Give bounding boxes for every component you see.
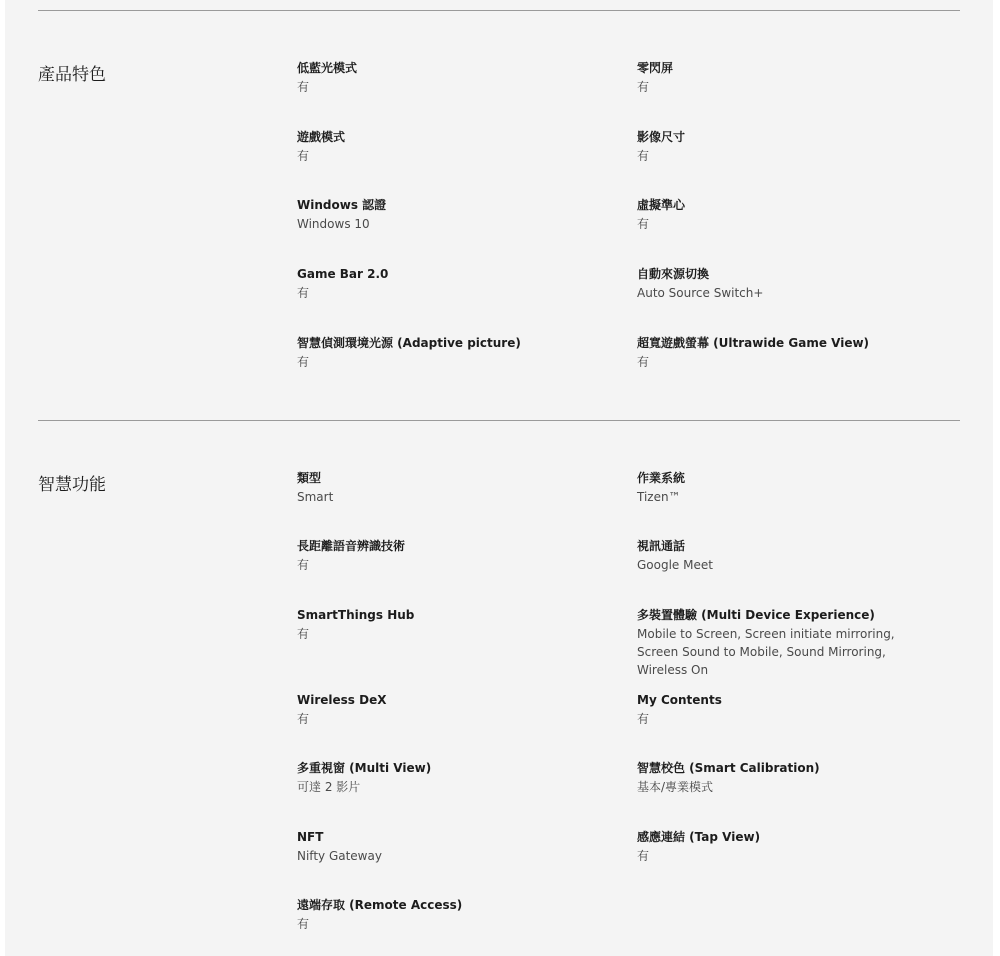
section-title-features: 產品特色	[38, 65, 106, 85]
section-title-smart: 智慧功能	[38, 475, 106, 495]
section-divider-top	[38, 10, 960, 11]
section-divider	[38, 420, 960, 421]
spec-value: 有	[297, 917, 310, 931]
spec-label: My Contents	[637, 693, 722, 707]
spec-value: 有	[297, 149, 310, 163]
spec-value: 可達 2 影片	[297, 780, 361, 794]
spec-value: 有	[297, 627, 310, 641]
spec-multi-view	[297, 759, 597, 796]
spec-low-blue-light	[297, 59, 597, 96]
spec-value: Google Meet	[637, 558, 713, 572]
spec-value: 有	[637, 149, 650, 163]
spec-video-call	[637, 537, 937, 574]
spec-label: 遠端存取 (Remote Access)	[297, 898, 463, 912]
spec-auto-source-switch	[637, 265, 937, 302]
spec-label: 自動來源切換	[637, 267, 710, 281]
spec-label: NFT	[297, 830, 324, 844]
spec-image-size	[637, 128, 937, 165]
spec-label: 零閃屏	[637, 61, 674, 75]
spec-label: 視訊通話	[637, 539, 686, 553]
spec-type	[297, 469, 597, 506]
spec-ultrawide-game-view	[637, 334, 937, 371]
spec-value: 有	[297, 80, 310, 94]
spec-smartthings-hub	[297, 606, 597, 643]
spec-label: Game Bar 2.0	[297, 267, 389, 281]
spec-value: 基本/專業模式	[637, 780, 714, 794]
spec-label: 長距離語音辨識技術	[297, 539, 406, 553]
spec-wireless-dex	[297, 691, 597, 728]
spec-label: 作業系統	[637, 471, 686, 485]
spec-value: 有	[297, 712, 310, 726]
spec-nft	[297, 828, 597, 865]
spec-label: 多裝置體驗 (Multi Device Experience)	[637, 608, 875, 622]
spec-my-contents	[637, 691, 937, 728]
spec-windows-cert	[297, 196, 597, 233]
spec-remote-access	[297, 896, 597, 933]
spec-value: 有	[637, 849, 650, 863]
spec-game-mode	[297, 128, 597, 165]
spec-label: 低藍光模式	[297, 61, 358, 75]
spec-label: 智慧校色 (Smart Calibration)	[637, 761, 820, 775]
spec-os	[637, 469, 937, 506]
spec-game-bar	[297, 265, 597, 302]
spec-value: 有	[297, 355, 310, 369]
spec-far-field-voice	[297, 537, 597, 574]
spec-label: 類型	[297, 471, 322, 485]
spec-value: Auto Source Switch+	[637, 286, 764, 300]
spec-value: Mobile to Screen, Screen initiate mirroring, Screen Sound to Mobile, Sound Mirroring, Wireless On	[637, 627, 895, 677]
spec-value: 有	[637, 712, 650, 726]
spec-value: 有	[297, 286, 310, 300]
spec-label: 感應連結 (Tap View)	[637, 830, 761, 844]
spec-label: 多重視窗 (Multi View)	[297, 761, 432, 775]
spec-flicker-free	[637, 59, 937, 96]
spec-label: Windows 認證	[297, 198, 387, 212]
spec-label: 超寬遊戲螢幕 (Ultrawide Game View)	[637, 336, 870, 350]
spec-value: 有	[637, 80, 650, 94]
spec-label: Wireless DeX	[297, 693, 387, 707]
spec-multi-device	[637, 606, 927, 679]
spec-adaptive-picture	[297, 334, 597, 371]
spec-virtual-aim	[637, 196, 937, 233]
spec-tap-view	[637, 828, 937, 865]
spec-value: Smart	[297, 490, 334, 504]
spec-value: Nifty Gateway	[297, 849, 382, 863]
spec-value: 有	[637, 355, 650, 369]
spec-value: 有	[637, 217, 650, 231]
spec-value: Tizen™	[637, 490, 681, 504]
spec-label: SmartThings Hub	[297, 608, 415, 622]
spec-value: Windows 10	[297, 217, 370, 231]
spec-smart-calibration	[637, 759, 937, 796]
spec-label: 智慧偵測環境光源 (Adaptive picture)	[297, 336, 521, 350]
spec-label: 影像尺寸	[637, 130, 686, 144]
spec-label: 遊戲模式	[297, 130, 346, 144]
spec-label: 虛擬準心	[637, 198, 686, 212]
spec-value: 有	[297, 558, 310, 572]
